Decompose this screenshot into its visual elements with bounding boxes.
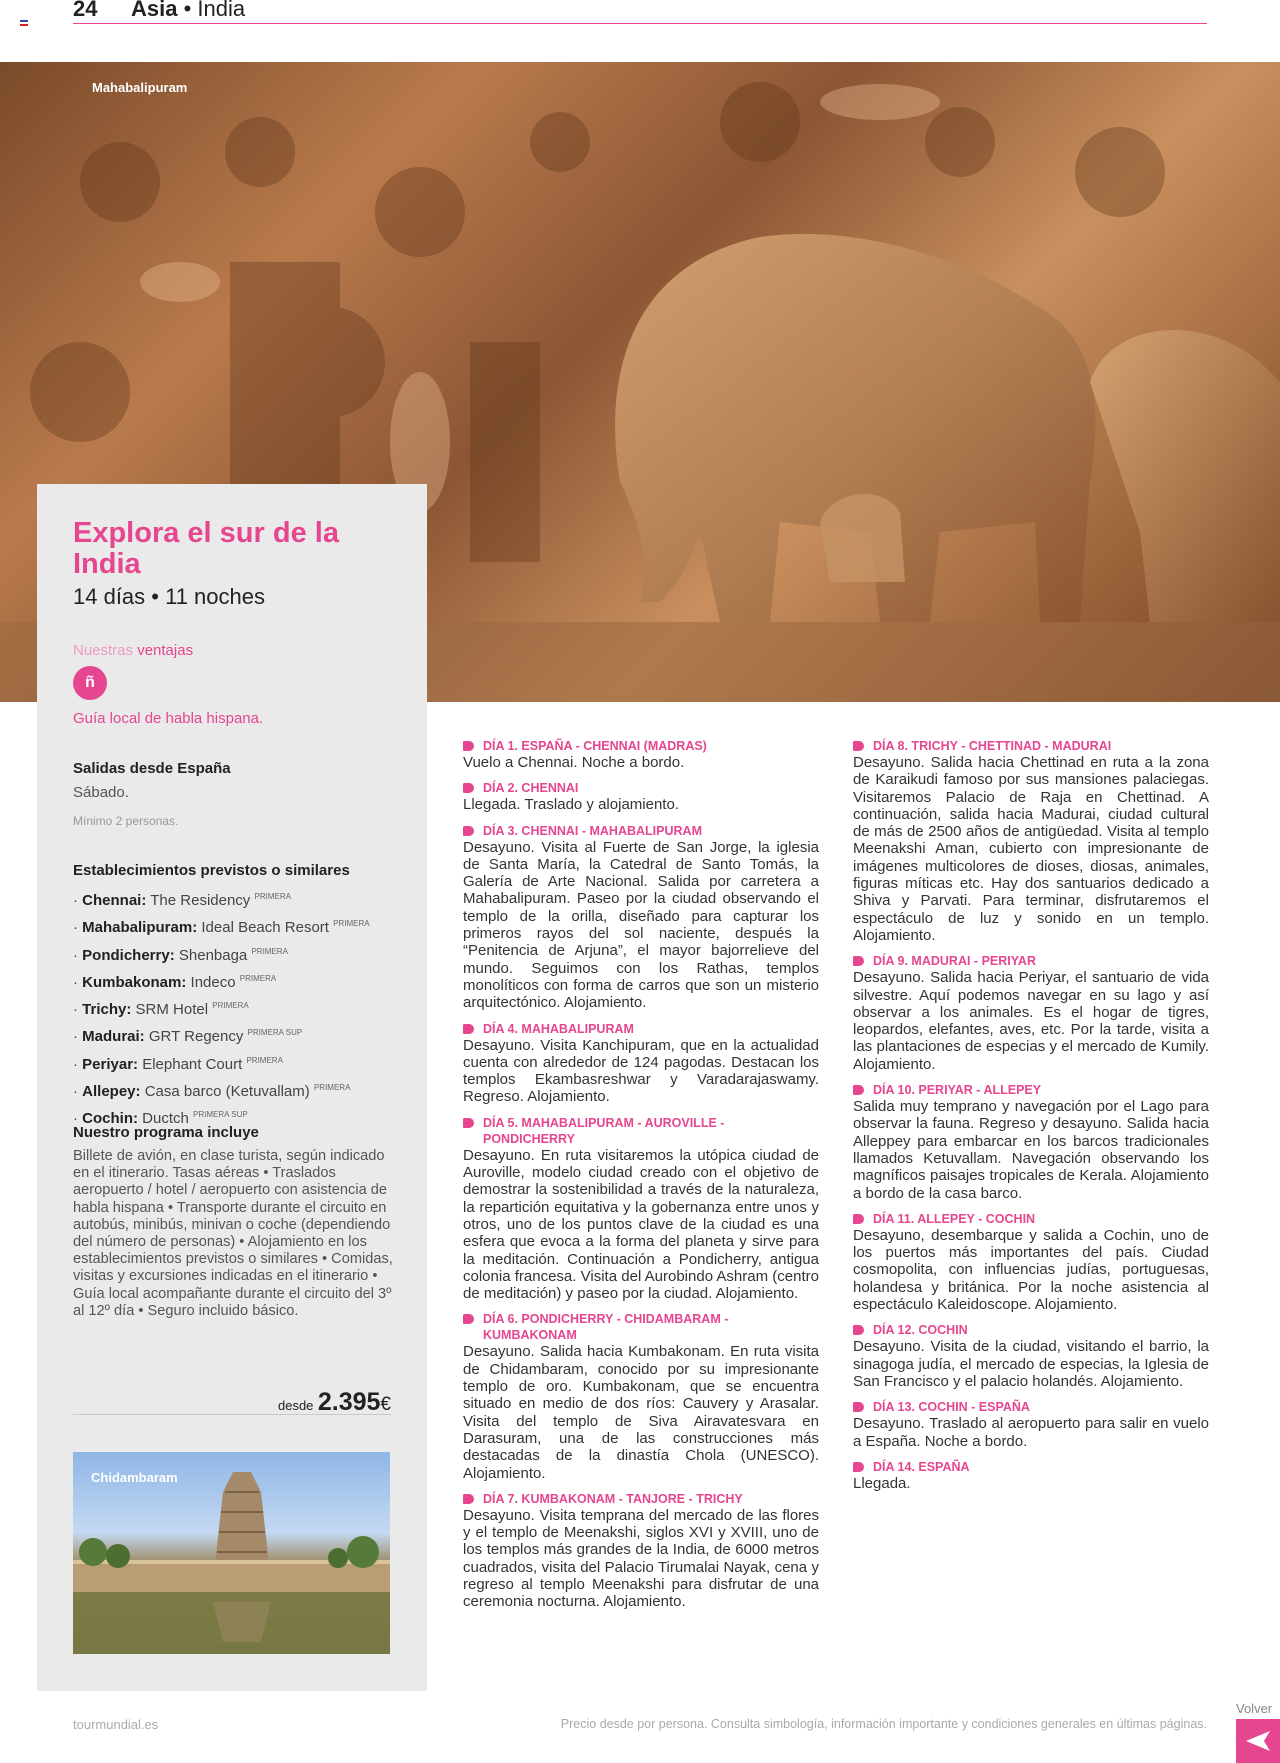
itinerary-day xyxy=(853,1211,1209,1313)
section-separator: • xyxy=(177,0,198,21)
day-title: DÍA 11. ALLEPEY - COCHIN xyxy=(853,1211,1209,1227)
back-label: Volver xyxy=(1236,1701,1273,1716)
departure-day: Sábado. xyxy=(73,784,129,801)
program-heading: Nuestro programa incluye xyxy=(73,1124,259,1141)
list-item: · Cochin: Ductch $^{PRIMERA SUP}$ xyxy=(73,1110,248,1128)
day-title: DÍA 10. PERIYAR - ALLEPEY xyxy=(853,1082,1209,1098)
program-text: Billete de avión, en clase turista, según indicado en el itinerario. Tasas aéreas • Traslados aeropuerto / hotel / aeropuerto con asistencia de habla hispana • Transporte durante el circuito en autobús, minibús, minivan o coche (dependiendo del número de personas) • Alojamiento en los establecimientos previstos o similares • Comidas, visitas y excursiones indicadas en el itinerario • Guía local acompañante durante el circuito del 3º al 12º día • Seguro incluido básico. xyxy=(73,1148,393,1319)
region-name: Asia xyxy=(131,0,178,21)
arrow-back-icon xyxy=(1246,1731,1270,1751)
day-text: Desayuno. Visita de la ciudad, visitando el barrio, la sinagoga judía, el mercado de especias, la Iglesia de San Francisco y el palacio holandés. Alojamiento. xyxy=(853,1338,1209,1390)
day-title: DÍA 12. COCHIN xyxy=(853,1322,1209,1338)
hotels-list xyxy=(73,885,403,1131)
itinerary-day xyxy=(853,1459,1209,1492)
price-currency: € xyxy=(380,1394,391,1415)
sidebar-panel xyxy=(37,484,427,1691)
day-text: Desayuno. En ruta visitaremos la utópica ciudad de Auroville, modelo ciudad creado con el objetivo de demostrar la sostenibilidad a través de la naturaleza, la repartición equitativa y la gobernanza entre unos y otros, uno de los puntos clave de la ciudad es una esfera que evoca a la forma del planeta y sirve para la meditación. Continuación a Pondicherry, antigua colonia francesa. Visita del Aurobindo Ashram (centro de meditación) y paseo por la ciudad. Alojamiento. xyxy=(463,1146,819,1303)
itinerary-day xyxy=(463,780,819,813)
day-title: DÍA 14. ESPAÑA xyxy=(853,1459,1209,1475)
day-text: Desayuno, desembarque y salida a Cochin, uno de los puertos más importantes del país. Ciudad cosmopolita, con influencias judías, portuguesas, holandesa y británica. Por la noche asistencia al espectáculo Kaleidoscope. Alojamiento. xyxy=(853,1226,1209,1314)
itinerary-day xyxy=(463,738,819,771)
day-title: DÍA 6. PONDICHERRY - CHIDAMBARAM - KUMBAKONAM xyxy=(463,1311,819,1343)
day-text: Desayuno. Salida hacia Chettinad en ruta a la zona de Karaikudi famoso por sus mansiones palaciegas. Visitaremos Palacio de Raja en Chettinad. A continuación, salida hacia Madurai, ciudad cultural de más de 2500 años de antigüedad. Visita al templo Meenakshi Aman, cubierto con impresionante de imágenes multicolores de dioses, diosas, animales, figuras míticas etc. Hay dos santuarios dedicado a Shiva y Parvati. Para terminar, disfrutaremos el espectáculo de luz y sonido en un templo. Alojamiento. xyxy=(853,754,1209,944)
hero-caption: Mahabalipuram xyxy=(92,80,188,95)
day-text: Vuelo a Chennai. Noche a bordo. xyxy=(463,754,685,771)
day-title: DÍA 1. ESPAÑA - CHENNAI (MADRAS) xyxy=(463,738,819,754)
advantages-heading: Nuestras ventajas xyxy=(73,642,194,659)
day-title: DÍA 7. KUMBAKONAM - TANJORE - TRICHY xyxy=(463,1491,819,1507)
section-title xyxy=(131,0,245,22)
day-title: DÍA 4. MAHABALIPURAM xyxy=(463,1021,819,1037)
day-title: DÍA 8. TRICHY - CHETTINAD - MADURAI xyxy=(853,738,1209,754)
chidambaram-photo xyxy=(73,1452,390,1654)
page-header xyxy=(73,0,1207,24)
day-title: DÍA 13. COCHIN - ESPAÑA xyxy=(853,1399,1209,1415)
spanish-guide-icon: ñ xyxy=(73,666,107,700)
itinerary-day xyxy=(853,738,1209,944)
minimum-people: Mínimo 2 personas. xyxy=(73,814,179,828)
day-title: DÍA 3. CHENNAI - MAHABALIPURAM xyxy=(463,823,819,839)
list-item: · Trichy: SRM Hotel $^{PRIMERA}$ xyxy=(73,1001,249,1019)
itinerary-day xyxy=(853,1399,1209,1450)
day-text: Desayuno. Salida hacia Kumbakonam. En ruta visita de Chidambaram, conocido por su impresionante templo de oro. Kumbakonam, que se encuentra situado en medio de dos ríos: Cauvery y Arasalar. Visita del templo de Siva Airavatesvara en Darasuram, una de las construcciones más destacadas de la dinastía Chola (UNESCO). Alojamiento. xyxy=(463,1343,819,1482)
day-title: DÍA 9. MADURAI - PERIYAR xyxy=(853,953,1209,969)
list-item: · Periyar: Elephant Court $^{PRIMERA}$ xyxy=(73,1055,283,1073)
day-title: DÍA 2. CHENNAI xyxy=(463,780,819,796)
list-item: · Mahabalipuram: Ideal Beach Resort $^{PRIMERA}$ xyxy=(73,919,370,937)
itinerary-column-2 xyxy=(853,738,1209,1501)
itinerary-day xyxy=(853,953,1209,1073)
day-text: Llegada. Traslado y alojamiento. xyxy=(463,796,679,814)
day-text: Salida muy temprano y navegación por el Lago para observar la fauna. Regreso y desayuno. Salida hacia Alleppey para embarcar en los barcos tradicionales llamados Ketuvallam. Navegación observando los magníficos paisajes tropicales de Kerala. Alojamiento a bordo de la casa barco. xyxy=(853,1098,1209,1202)
list-item: · Kumbakonam: Indeco $^{PRIMERA}$ xyxy=(73,973,277,991)
day-text: Desayuno. Visita temprana del mercado de las flores y el templo de Meenakshi, siglos XVI y XVIII, uno de los templos más grandes de la India, de 6000 metros cuadrados, visita del Palacio Tirumalai Nayak, cena y regreso al templo Meenakshi para disfrutar de una ceremonia nocturna. Alojamiento. xyxy=(463,1506,819,1611)
hotels-heading: Establecimientos previstos o similares xyxy=(73,862,350,879)
list-item: · Chennai: The Residency $^{PRIMERA}$ xyxy=(73,892,291,909)
footer-site-link[interactable]: tourmundial.es xyxy=(73,1717,159,1732)
thumb-caption: Chidambaram xyxy=(91,1470,178,1485)
day-text: Desayuno. Salida hacia Periyar, el santuario de vida silvestre. Aquí podemos navegar en su lago y así observar a los animales. Es el hogar de tigres, leopardos, elefantes, aves, etc. Por la tarde, visita a las plantaciones de especias y el mercado de Kumily. Alojamiento. xyxy=(853,969,1209,1073)
flag-icon xyxy=(20,20,28,26)
itinerary-day xyxy=(463,1311,819,1481)
list-item: · Pondicherry: Shenbaga $^{PRIMERA}$ xyxy=(73,946,288,964)
itinerary-day xyxy=(853,1082,1209,1202)
itinerary-day xyxy=(463,1115,819,1303)
divider xyxy=(73,1414,391,1415)
day-text: Desayuno. Traslado al aeropuerto para salir en vuelo a España. Noche a bordo. xyxy=(853,1415,1209,1450)
itinerary-day xyxy=(853,1322,1209,1390)
tour-title: Explora el sur de la India xyxy=(73,517,339,580)
itinerary-day xyxy=(463,1491,819,1611)
departures-heading: Salidas desde España xyxy=(73,760,231,777)
country-name: India xyxy=(197,0,246,21)
day-text: Desayuno. Visita al Fuerte de San Jorge, la iglesia de Santa María, la Catedral de Santo Tomás, la Galería de Arte Nacional. Salida por carretera a Mahabalipuram. Paseo por la ciudad observando el templo de la orilla, diseñado para capturar los primeros rayos del sol naciente, después la “Penitencia de Arjuna”, el mayor bajorrelieve del mundo. Seguimos con los Rathas, templos monolíticos con forma de carros que son un misterio arquitectónico. Alojamiento. xyxy=(463,838,819,1012)
price-amount: 2.395 xyxy=(317,1388,381,1416)
itinerary-day xyxy=(463,823,819,1012)
list-item: · Allepey: Casa barco (Ketuvallam) $^{PRIMERA}$ xyxy=(73,1083,351,1101)
itinerary-column-1 xyxy=(463,738,819,1620)
day-text: Llegada. xyxy=(853,1474,911,1492)
footer-note: Precio desde por persona. Consulta simbología, información importante y condiciones generales en últimas páginas. xyxy=(560,1717,1207,1731)
list-item: · Madurai: GRT Regency $^{PRIMERA SUP}$ xyxy=(73,1028,303,1046)
itinerary-day xyxy=(463,1021,819,1106)
back-button[interactable] xyxy=(1236,1719,1280,1763)
guide-advantage: Guía local de habla hispana. xyxy=(73,710,264,727)
price-prefix: desde xyxy=(277,1398,314,1413)
price-block xyxy=(278,1388,391,1417)
tour-duration: 14 días • 11 noches xyxy=(73,584,265,609)
page-number: 24 xyxy=(73,0,98,21)
day-title: DÍA 5. MAHABALIPURAM - AUROVILLE - PONDICHERRY xyxy=(463,1115,819,1147)
day-text: Desayuno. Visita Kanchipuram, que en la actualidad cuenta con alrededor de 124 pagodas. Destacan los templos Ekambasreshwar y Varadarajaswamy. Regreso. Alojamiento. xyxy=(463,1036,819,1106)
